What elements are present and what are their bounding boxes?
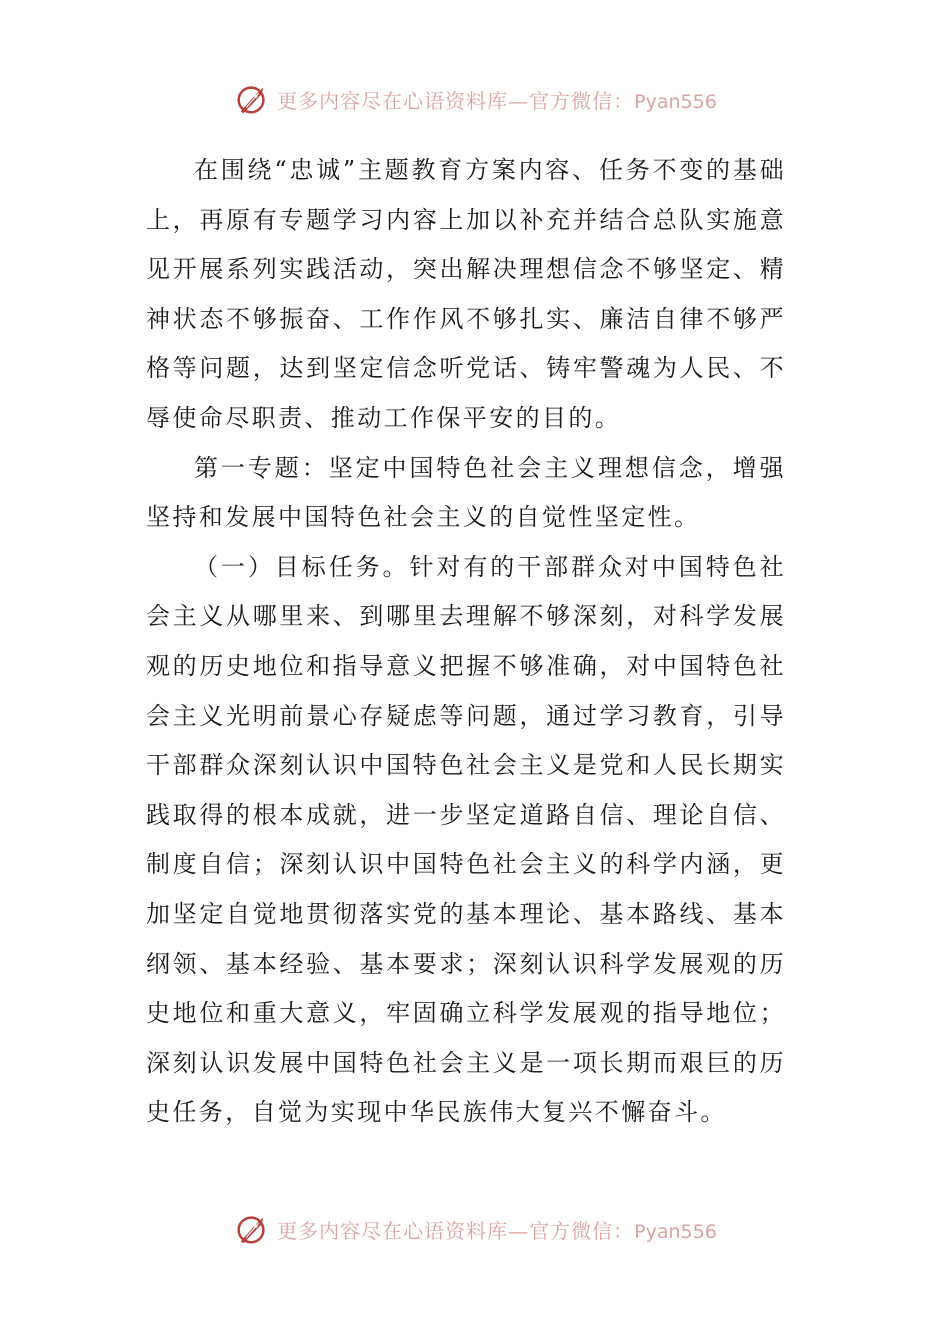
watermark-text: 更多内容尽在心语资料库—官方微信：Pyan556 xyxy=(277,1218,717,1243)
paragraph-topic-heading: 第一专题：坚定中国特色社会主义理想信念，增强坚持和发展中国特色社会主义的自觉性坚定性。 xyxy=(146,453,786,532)
document-body xyxy=(146,146,786,1138)
watermark-text: 更多内容尽在心语资料库—官方微信：Pyan556 xyxy=(277,88,717,113)
pen-nib-circle-icon xyxy=(233,80,271,118)
watermark-header xyxy=(0,80,950,118)
pen-nib-circle-icon xyxy=(233,1210,271,1248)
paragraph-objectives: （一）目标任务。针对有的干部群众对中国特色社会主义从哪里来、到哪里去理解不够深刻，对科学发展观的历史地位和指导意义把握不够准确，对中国特色社会主义光明前景心存疑虑等问题，通过学习教育，引导干部群众深刻认识中国特色社会主义是党和人民长期实践取得的根本成就，进一步坚定道路自信、理论自信、制度自信；深刻认识中国特色社会主义的科学内涵，更加坚定自觉地贯彻落实党的基本理论、基本路线、基本纲领、基本经验、基本要求；深刻认识科学发展观的历史地位和重大意义，牢固确立科学发展观的指导地位；深刻认识发展中国特色社会主义是一项长期而艰巨的历史任务，自觉为实现中华民族伟大复兴不懈奋斗。 xyxy=(146,552,786,1127)
wechat-id: Pyan556 xyxy=(634,1220,717,1243)
watermark-footer xyxy=(0,1210,950,1248)
paragraph-intro: 在围绕“忠诚”主题教育方案内容、任务不变的基础上，再原有专题学习内容上加以补充并结合总队实施意见开展系列实践活动，突出解决理想信念不够坚定、精神状态不够振奋、工作作风不够扎实、廉洁自律不够严格等问题，达到坚定信念听党话、铸牢警魂为人民、不辱使命尽职责、推动工作保平安的目的。 xyxy=(146,156,786,432)
wechat-id: Pyan556 xyxy=(634,90,717,113)
